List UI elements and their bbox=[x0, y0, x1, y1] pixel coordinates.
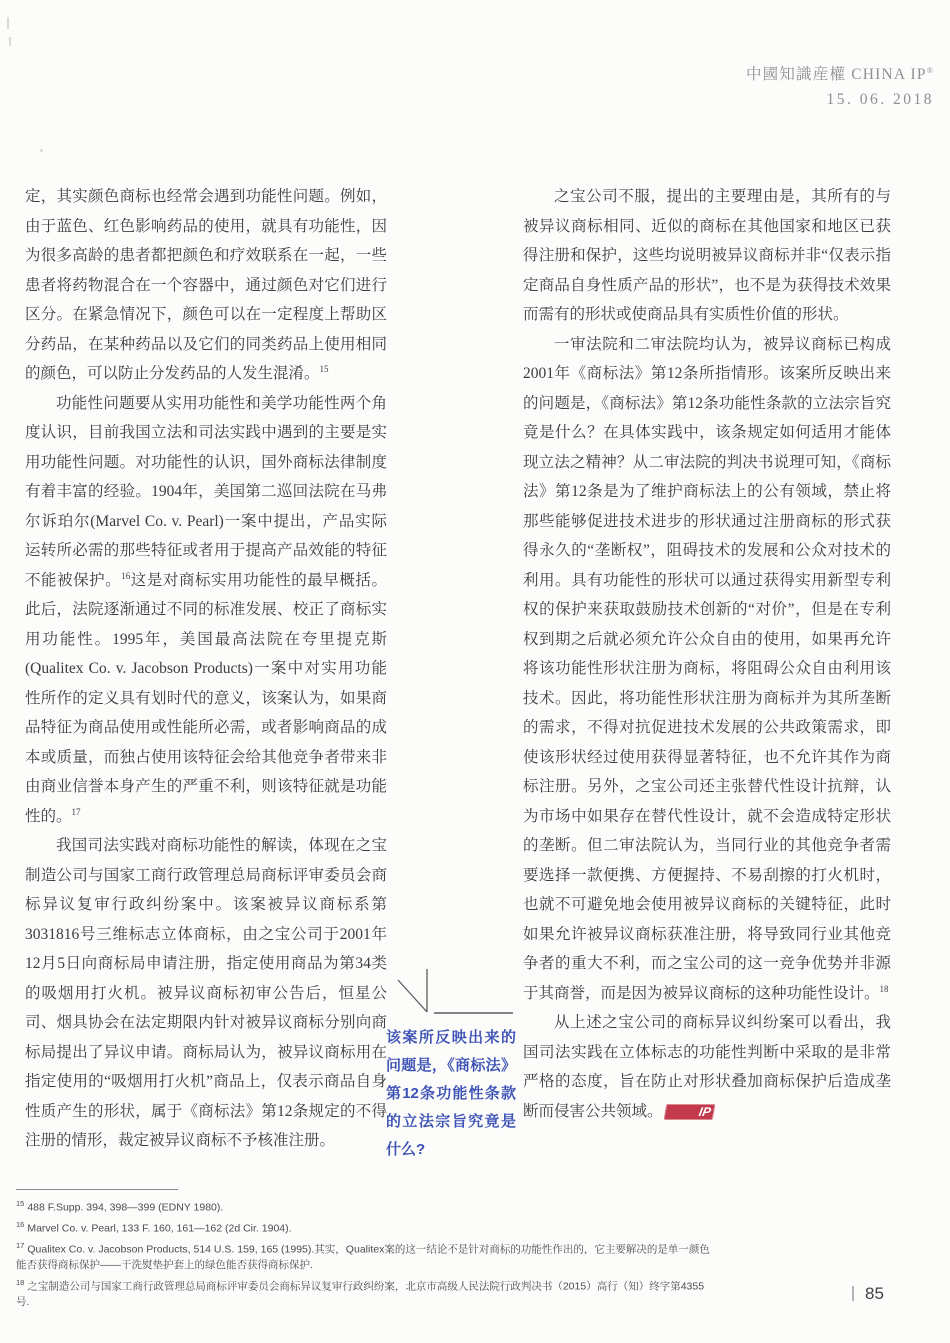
registered-mark: ® bbox=[926, 65, 934, 75]
page-number bbox=[852, 1284, 884, 1304]
footnote-number: 15 bbox=[16, 1199, 25, 1208]
footnote-separator bbox=[16, 1189, 178, 1190]
page-number-bar bbox=[852, 1286, 854, 1301]
magazine-title bbox=[746, 62, 934, 84]
article-column-right bbox=[523, 182, 891, 1126]
magazine-title-text: 中國知識産權 CHINA IP bbox=[745, 66, 927, 83]
footnote: $^{18}$ 之宝制造公司与国家工商行政管理总局商标评审委员会商标异议复审行政纠纷案，北京市高级人民法院行政判决书（2015）高行（知）终字第4355号. bbox=[16, 1277, 705, 1308]
scan-speck bbox=[7, 17, 9, 29]
footnote-number: 17 bbox=[16, 1241, 25, 1250]
paragraph: 定，其实颜色商标也经常会遇到功能性问题。例如，由于蓝色、红色影响药品的使用，就具有功能性，因为很多高龄的患者都把颜色和疗效联系在一起，一些患者将药物混合在一个容器中，通过颜色对它们进行区分。在紧急情况下，颜色可以在一定程度上帮助区分药品，在某种药品以及它们的同类药品上使用相同的颜色，可以防止分发药品的人发生混淆。$^{15}$ bbox=[25, 188, 387, 382]
footnote: $^{17}$ Qualitex Co. v. Jacobson Products, 514 U.S. 159, 165 (1995).其实，Qualitex案的这一结论不是针对商标的功能性作出的，它主要解决的是单一颜色能否获得商标保护——干洗熨垫护套上的绿色能否获得商标保护. bbox=[16, 1241, 710, 1271]
footnote-number: 16 bbox=[16, 1220, 25, 1229]
page-header bbox=[746, 62, 934, 109]
chinaip-end-mark: IP bbox=[663, 1104, 715, 1120]
footnotes bbox=[16, 1196, 716, 1311]
issue-date: 15. 06. 2018 bbox=[826, 91, 934, 108]
paragraph: 我国司法实践对商标功能性的解读，体现在之宝制造公司与国家工商行政管理总局商标评审委员会商标异议复审行政纠纷案中。该案被异议商标系第3031816号三维标志立体商标，由之宝公司于2001年12月5日向商标局申请注册，指定使用商品为第34类的吸烟用打火机。被异议商标初审公告后，恒星公司、烟具协会在法定期限内针对被异议商标分别向商标局提出了异议申请。商标局认为，被异议商标用在指定使用的“吸烟用打火机”商品上，仅表示商品自身性质产生的形状，属于《商标法》第12条规定的不得注册的情形，裁定被异议商标不予核准注册。 bbox=[25, 837, 387, 1149]
footnote: $^{15}$ 488 F.Supp. 394, 398—399 (EDNY 1980). bbox=[16, 1199, 224, 1214]
footnote-ref: 16 bbox=[121, 570, 131, 581]
pull-quote: 该案所反映出来的问题是，《商标法》第12条功能性条款的立法宗旨究竟是什么? bbox=[386, 1029, 516, 1158]
page-number-value: 85 bbox=[865, 1284, 884, 1303]
paragraph: 从上述之宝公司的商标异议纠纷案可以看出，我国司法实践在立体标志的功能性判断中采取的是非常严格的态度，旨在防止对形状叠加商标保护后造成垄断而侵害公共领域。 IP bbox=[523, 1014, 891, 1120]
footnote-ref: 17 bbox=[71, 806, 81, 817]
scan-speck bbox=[9, 37, 11, 46]
paragraph: 功能性问题要从实用功能性和美学功能性两个角度认识，目前我国立法和司法实践中遇到的主要是实用功能性问题。对功能性的认识，国外商标法律制度有着丰富的经验。1904年，美国第二巡回法院在马弗尔诉珀尔(Marvel Co. v. Pearl)一案中提出，产品实际运转所必需的那些特征或者用于提高产品效能的特征不能被保护。$^{16}$这是对商标实用功能性的最早概括。此后，法院逐渐通过不同的标准发展、校正了商标实用功能性。1995年，美国最高法院在夸里提克斯(Qualitex Co. v. Jacobson Products)一案中对实用功能性所作的定义具有划时代的意义，该案认为，如果商品特征为商品使用或性能所必需，或者影响商品的成本或质量，而独占使用该特征会给其他竞争者带来非由商业信誉本身产生的严重不利，则该特征就是功能性的。$^{17}$ bbox=[25, 394, 387, 825]
footnote-ref: 15 bbox=[319, 363, 329, 374]
article-column-left bbox=[25, 182, 387, 1156]
callout-arrow-icon bbox=[385, 953, 525, 1019]
footnote-number: 18 bbox=[16, 1277, 25, 1287]
paragraph: 一审法院和二审法院均认为，被异议商标已构成2001年《商标法》第12条所指情形。该案所反映出来的问题是，《商标法》第12条功能性条款的立法宗旨究竟是什么？在具体实践中，该条规定如何适用才能体现立法之精神？从二审法院的判决书说理可知，《商标法》第12条是为了维护商标法上的公有领域，禁止将那些能够促进技术进步的形状通过注册商标的形式获得永久的“垄断权”，阻碍技术的发展和公众对技术的利用。具有功能性的形状可以通过获得实用新型专利权的保护来获取鼓励技术创新的“对价”，但是在专利权到期之后就必须允许公众自由的使用，如果再允许将该功能性形状注册为商标，将阻碍公众自由利用该技术。因此，将功能性形状注册为商标并为其所垄断的需求，不得对抗促进技术发展的公共政策需求，即使该形状经过使用获得显著特征，也不允许其作为商标注册。另外，之宝公司还主张替代性设计抗辩，认为市场中如果存在替代性设计，就不会造成特定形状的垄断。但二审法院认为，当同行业的其他竞争者需要选择一款便携、方便握持、不易刮擦的打火机时，也就不可避免地会使用被异议商标的关键特征，此时如果允许被异议商标获准注册，将导致同行业其他竞争者的重大不利，而之宝公司的这一竞争优势并非源于其商誉，而是因为被异议商标的这种功能性设计。$^{18}$ bbox=[523, 335, 891, 1002]
paragraph: 之宝公司不服，提出的主要理由是，其所有的与被异议商标相同、近似的商标在其他国家和地区已获得注册和保护，这些均说明被异议商标并非“仅表示指定商品自身性质产品的形状”，也不是为获得技术效果而需有的形状或使商品具有实质性价值的形状。 bbox=[523, 188, 891, 323]
scan-speck bbox=[40, 149, 43, 152]
footnote-ref: 18 bbox=[879, 983, 889, 994]
footnote: $^{16}$ Marvel Co. v. Pearl, 133 F. 160, 161—162 (2d Cir. 1904). bbox=[16, 1220, 292, 1235]
